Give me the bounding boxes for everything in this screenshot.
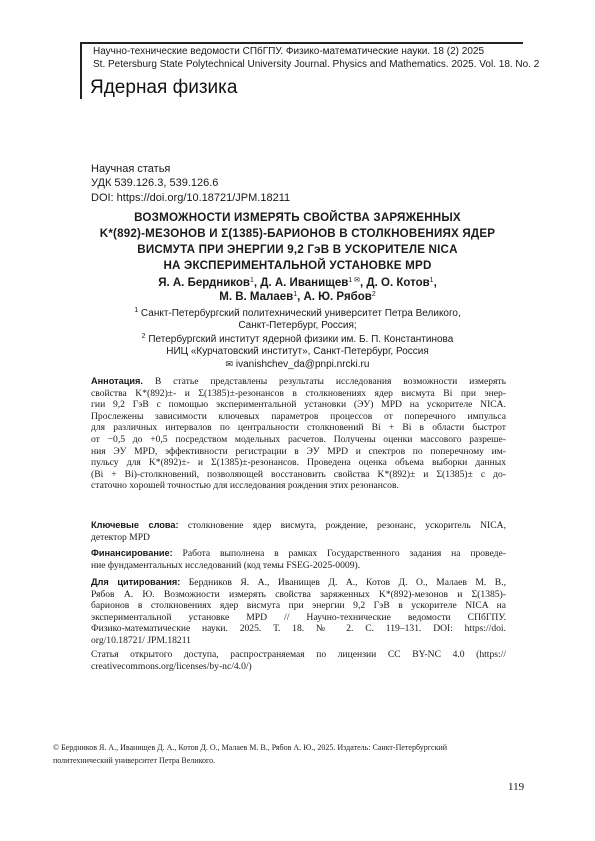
author-separator: , <box>360 277 367 289</box>
citation-line: Рябов А. Ю. Возможности измерять свойства заряженных K*(892)-мезонов и Σ(1385)- <box>91 588 506 600</box>
copyright-line: © Бердников Я. А., Иванищев Д. А., Котов Д. О., Малаев М. В., Рябов А. Ю., 2025. Издатель: Санкт-Петербургский <box>53 743 448 752</box>
abstract-line: свойства K*(892)±- и Σ(1385)±-резонансов в столкновениях ядер висмута Bi при энер- <box>91 387 506 399</box>
author-name: М. В. Малаев <box>219 291 294 303</box>
citation-line: org/10.18721/ JPM.18211 <box>91 634 191 646</box>
license-link[interactable]: creativecommons.org/licenses/by-nc/4.0/) <box>91 660 252 672</box>
abstract-line: статочно хорошей точностью для исследования рождения этих резонансов. <box>91 480 399 492</box>
affiliation-2-city: НИЦ «Курчатовский институт», Санкт-Петербург, Россия <box>166 346 429 357</box>
affiliation-mark: 1 <box>134 307 139 314</box>
header-rule <box>80 42 523 44</box>
license-line: Статья открытого доступа, распространяемая по лицензии CC BY-NC 4.0 (https:// <box>91 649 506 660</box>
author-affiliation-mark: 1 <box>429 277 434 284</box>
article-title-line: ВИСМУТА ПРИ ЭНЕРГИИ 9,2 ГэВ В УСКОРИТЕЛЕ NICA <box>137 243 458 256</box>
citation-block <box>91 577 506 647</box>
abstract-line: Прослежены зависимости ключевых параметров процессов от поперечного импульса <box>91 410 506 422</box>
authors-line <box>0 276 595 289</box>
author-name: Д. О. Котов <box>366 277 430 289</box>
copyright-line: политехнический университет Петра Великого. <box>53 756 216 765</box>
article-title-line: НА ЭКСПЕРИМЕНТАЛЬНОЙ УСТАНОВКЕ MPD <box>163 259 432 272</box>
abstract-line: (Bi + Bi)-столкновений, позволяющей восстановить свойства K*(892)± и Σ(1385)± с до- <box>91 468 506 480</box>
abstract-line: от −0,5 до +0,5 посредством модельных расчетов. Получены оценки массового разреше- <box>91 433 506 445</box>
article-type: Научная статья <box>91 163 171 175</box>
envelope-icon: ✉ <box>225 359 234 369</box>
keywords-label: Ключевые слова: <box>91 520 179 530</box>
author-affiliation-mark: 2 <box>371 291 376 298</box>
citation-line: Физико-математические науки. 2025. Т. 18. № 2. С. 119–131. DOI: https://doi. <box>91 623 506 635</box>
section-title: Ядерная физика <box>90 77 238 98</box>
affiliation-mark: 2 <box>141 333 146 340</box>
page-number: 119 <box>508 781 525 793</box>
affiliation-text: Петербургский институт ядерной физики им. Б. П. Константинова <box>148 334 454 345</box>
abstract-label: Аннотация. <box>91 376 143 386</box>
funding-line: Работа выполнена в рамках Государственного задания на проведе- <box>172 548 506 559</box>
article-title-line: K*(892)-МЕЗОНОВ И Σ(1385)-БАРИОНОВ В СТОЛКНОВЕНИЯХ ЯДЕР <box>99 227 496 240</box>
citation-line: экспериментальной установке MPD // Научно-технические ведомости СПбГПУ. <box>91 611 506 623</box>
affiliation-1 <box>0 307 595 319</box>
affiliation-2 <box>0 333 595 345</box>
corresponding-email <box>0 359 595 370</box>
abstract-line: гии 9,2 ГэВ с помощью экспериментальной установки (ЭУ) MPD на ускорителе NICA. <box>91 399 506 411</box>
author-affiliation-mark: 1 <box>293 291 298 298</box>
journal-title-en: St. Petersburg State Polytechnical University Journal. Physics and Mathematics. 2025. Vol. 18. No. 2 <box>93 59 540 70</box>
author-name: Д. А. Иванищев <box>260 277 349 289</box>
abstract-line: В статье представлены результаты исследования возможности измерять <box>142 376 506 387</box>
abstract-line: для различных интервалов по центральности столкновений Bi + Bi в области быстрот <box>91 422 506 434</box>
author-affiliation-mark: 1 <box>249 277 254 284</box>
citation-line: барионов в столкновениях ядер висмута при энергии 9,2 ГэВ в ускорителе NICA на <box>91 600 506 612</box>
affiliation-text: Санкт-Петербургский политехнический университет Петра Великого, <box>140 308 461 319</box>
author-name: А. Ю. Рябов <box>303 291 372 303</box>
citation-line: Бердников Я. А., Иванищев Д. А., Котов Д. О., Малаев М. В., <box>180 577 506 588</box>
funding-label: Финансирование: <box>91 548 173 558</box>
doi-link[interactable]: DOI: https://doi.org/10.18721/JPM.18211 <box>91 192 291 204</box>
authors-line <box>0 291 595 303</box>
license-block <box>91 649 506 672</box>
author-affiliation-mark: 1 ✉ <box>348 277 361 284</box>
author-separator: , <box>297 291 304 303</box>
abstract-block <box>91 376 506 492</box>
affiliation-1-city: Санкт-Петербург, Россия; <box>238 320 357 331</box>
keywords-line: детектор MPD <box>91 531 150 543</box>
funding-block <box>91 548 506 571</box>
journal-title-ru: Научно-технические ведомости СПбГПУ. Физико-математические науки. 18 (2) 2025 <box>93 46 485 57</box>
citation-label: Для цитирования: <box>91 577 181 587</box>
header-vertical-rule <box>80 44 82 99</box>
copyright-notice <box>53 741 533 767</box>
keywords-line: столкновение ядер висмута, рождение, резонанс, ускоритель NICA, <box>178 520 506 531</box>
author-separator: , <box>253 277 261 289</box>
abstract-line: пульсу для K*(892)±- и Σ(1385)±-резонансов. Проведена оценка объема выборки данных <box>91 457 506 469</box>
keywords-block <box>91 520 506 543</box>
abstract-line: ния ЭУ MPD, эффективности регистрации в ЭУ MPD и спектров по поперечному им- <box>91 445 506 457</box>
udc-code: УДК 539.126.3, 539.126.6 <box>91 177 219 189</box>
article-title-line: ВОЗМОЖНОСТИ ИЗМЕРЯТЬ СВОЙСТВА ЗАРЯЖЕННЫХ <box>134 211 461 224</box>
email-address[interactable]: ivanishchev_da@pnpi.nrcki.ru <box>235 359 370 370</box>
author-name: Я. А. Бердников <box>158 277 250 289</box>
funding-line: ние фундаментальных исследований (код темы FSEG-2025-0009). <box>91 559 361 571</box>
author-separator: , <box>433 277 437 289</box>
